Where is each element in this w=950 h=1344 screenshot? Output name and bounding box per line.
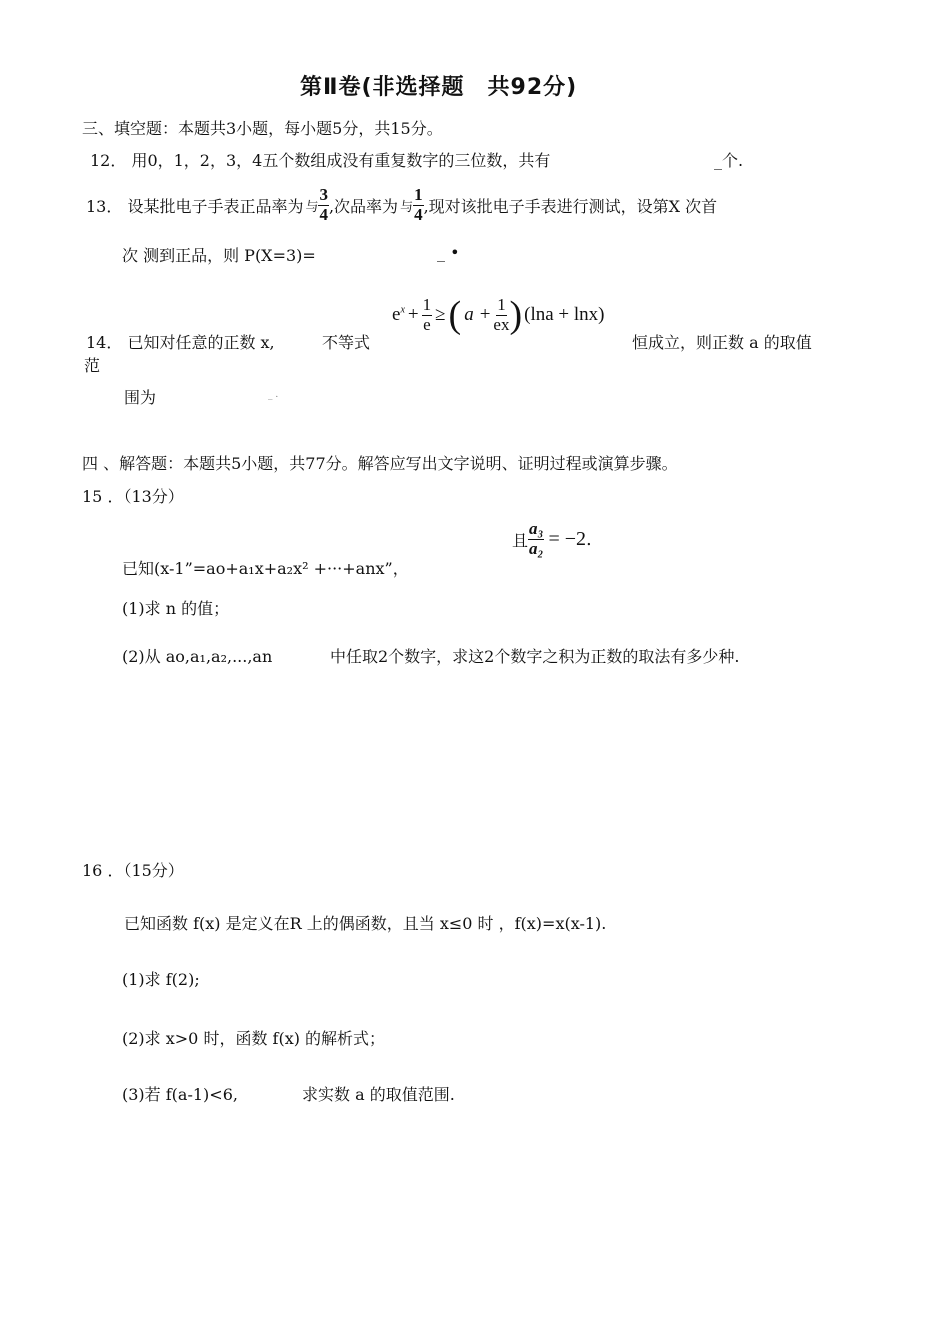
q13-good-numerator: 3 (319, 185, 328, 204)
q13-bad-denominator: 4 (414, 204, 423, 224)
q15-cond-prefix: 且 (512, 530, 529, 550)
question-13-blank: _ • (437, 243, 460, 262)
question-15-sub2a: (2)从 ao,a₁,a₂,...,an (122, 647, 273, 666)
q15-cond-equals: = −2 (548, 527, 587, 550)
q14-fraction-2 (493, 296, 509, 334)
question-14-part2: 不等式 (322, 333, 371, 352)
question-12-blank: _个. (714, 151, 744, 170)
section-4-heading: 四 、解答题：本题共5小题，共77分。解答应写出文字说明、证明过程或演算步骤。 (82, 454, 678, 473)
q15-ratio-numerator: a₃ (529, 519, 544, 538)
q13-good-prefix: 与 (305, 199, 319, 215)
q14-f2-denominator: ex (493, 314, 510, 334)
question-14-blank: _ . (268, 390, 279, 400)
question-16-sub1: (1)求 f(2); (122, 970, 200, 989)
question-14-wrap: 范 (84, 356, 101, 375)
q13-bad-numerator: 1 (414, 185, 423, 204)
q14-f1-denominator: e (423, 314, 431, 334)
q13-good-denominator: 4 (319, 204, 328, 224)
q14-left-paren: ( (448, 294, 462, 337)
question-15-sub1: (1)求 n 的值； (122, 599, 230, 618)
question-13-part3: ,现对该批电子手表进行测试，设第X 次首 (423, 196, 718, 216)
q14-e: e (392, 304, 401, 326)
q15-ratio-fraction (528, 520, 544, 558)
question-13-line1 (86, 186, 717, 224)
q14-plus-1: + (407, 304, 419, 326)
q14-plus-2: + (479, 304, 491, 326)
question-14-inequality (392, 294, 605, 337)
question-15-sub2b: 中任取2个数字，求这2个数字之积为正数的取法有多少种. (330, 647, 740, 666)
q13-bad-prefix: 与 (400, 199, 414, 215)
q14-f1-numerator: 1 (422, 295, 432, 314)
question-13-line2: 次 测到正品，则 P(X=3)= (122, 246, 316, 265)
question-16-sub3b: 求实数 a 的取值范围. (302, 1085, 455, 1104)
q15-ratio-denominator: a₂ (529, 538, 544, 558)
question-12-text: 12． 用0，1，2，3，4五个数组成没有重复数字的三位数，共有 (90, 151, 551, 170)
q13-good-rate-fraction (318, 186, 329, 224)
q15-cond-suffix: . (586, 528, 592, 550)
q14-fraction-1 (422, 296, 433, 334)
question-14-line2: 围为 (124, 388, 157, 407)
question-15-given: 已知(x-1”=ao+a₁x+a₂x² +···+anx”， (122, 559, 409, 578)
page-title: 第Ⅱ卷(非选择题 共92分) (300, 75, 578, 100)
q14-f2-numerator: 1 (497, 295, 506, 314)
question-16-given: 已知函数 f(x) 是定义在R 上的偶函数，且当 x≤0 时 ，f(x)=x(x-1). (124, 914, 607, 933)
question-14-part1: 14． 已知对任意的正数 x, (86, 333, 275, 352)
question-16-sub3a: (3)若 f(a-1)<6, (122, 1085, 238, 1104)
question-15-header: 15 ．（13分） (82, 487, 184, 506)
q14-right-paren: ) (509, 294, 523, 337)
question-16-sub2: (2)求 x>0 时，函数 f(x) 的解析式； (122, 1029, 386, 1048)
question-15-condition (512, 520, 592, 558)
q14-exp-term (392, 304, 405, 326)
section-3-heading: 三、填空题：本题共3小题，每小题5分，共15分。 (82, 119, 443, 138)
question-14-part3: 恒成立，则正数 a 的取值 (632, 333, 812, 352)
q14-geq: ≥ (435, 304, 446, 326)
q13-bad-rate-fraction (413, 186, 424, 224)
q14-a: a (464, 304, 474, 326)
question-13-part2: ,次品率为 (328, 196, 399, 216)
question-13-part1: 13． 设某批电子手表正品率为 (86, 196, 304, 216)
q14-log-term: (lna + lnx) (524, 304, 605, 326)
question-16-header: 16 ．（15分） (82, 861, 184, 880)
q14-exponent: x (400, 304, 405, 316)
